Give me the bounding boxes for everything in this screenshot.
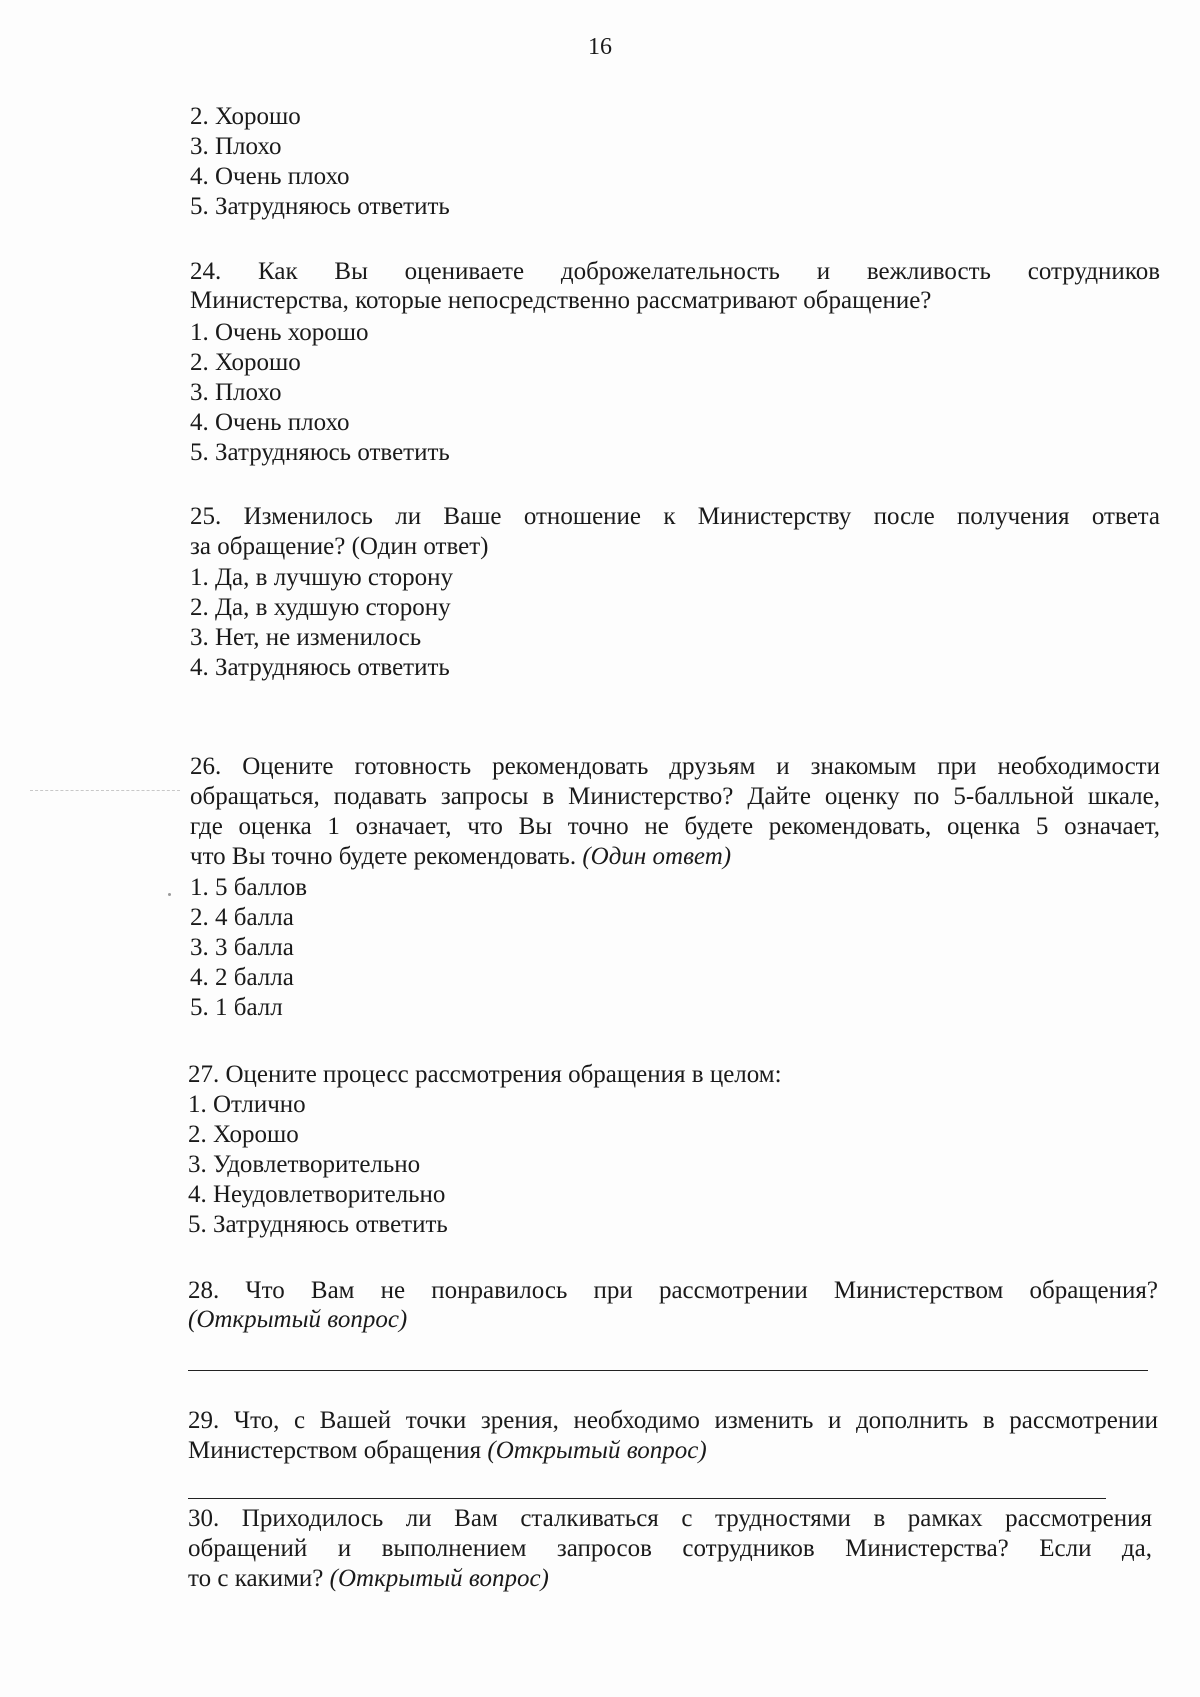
q24-option-2: 2. Хорошо — [190, 349, 301, 376]
q27-option-4: 4. Неудовлетворительно — [188, 1181, 446, 1208]
q26-question-line-4 — [190, 842, 731, 872]
q24-option-3: 3. Плохо — [190, 379, 282, 406]
q29-question-line-1: 29. Что, с Вашей точки зрения, необходимо изменить и дополнить в рассмотрении — [188, 1407, 1158, 1434]
q24-option-1: 1. Очень хорошо — [190, 319, 369, 346]
q30-question-line-1: 30. Приходилось ли Вам сталкиваться с трудностями в рамках рассмотрения — [188, 1505, 1152, 1532]
q24-option-5: 5. Затрудняюсь ответить — [190, 439, 450, 466]
q26-option-5: 5. 1 балл — [190, 994, 283, 1021]
q25-option-3: 3. Нет, не изменилось — [190, 624, 422, 651]
q30-question-line-3-text: то с какими? — [188, 1565, 324, 1592]
q25-question-line-2: за обращение? (Один ответ) — [190, 533, 489, 560]
q27-option-1: 1. Отлично — [188, 1091, 306, 1118]
q30-question-line-2: обращений и выполнением запросов сотрудников Министерства? Если да, — [188, 1535, 1152, 1562]
scan-artifact-line — [30, 790, 180, 791]
q25-option-2: 2. Да, в худшую сторону — [190, 594, 451, 621]
prev-option-3: 3. Плохо — [190, 133, 282, 160]
q28-answer-line — [188, 1370, 1148, 1371]
q26-question-line-4-text: что Вы точно будете рекомендовать. — [190, 843, 577, 870]
q25-question-line-1: 25. Изменилось ли Ваше отношение к Министерству после получения ответа — [190, 503, 1160, 530]
q27-question-line-1: 27. Оцените процесс рассмотрения обращения в целом: — [188, 1061, 782, 1088]
q29-question-line-2-text: Министерством обращения — [188, 1437, 482, 1464]
q25-option-4: 4. Затрудняюсь ответить — [190, 654, 450, 681]
q26-question-line-2: обращаться, подавать запросы в Министерство? Дайте оценку по 5-балльной шкале, — [190, 783, 1160, 810]
q24-option-4: 4. Очень плохо — [190, 409, 350, 436]
q27-option-2: 2. Хорошо — [188, 1121, 299, 1148]
q26-question-line-1: 26. Оцените готовность рекомендовать друзьям и знакомым при необходимости — [190, 753, 1160, 780]
q26-option-1: 1. 5 баллов — [190, 874, 308, 901]
q26-question-line-3: где оценка 1 означает, что Вы точно не будете рекомендовать, оценка 5 означает, — [190, 813, 1160, 840]
prev-option-2: 2. Хорошо — [190, 103, 301, 130]
q28-question-line-1: 28. Что Вам не понравилось при рассмотрении Министерством обращения? — [188, 1277, 1158, 1304]
q26-option-2: 2. 4 балла — [190, 904, 294, 931]
q29-answer-note: (Открытый вопрос) — [487, 1437, 707, 1464]
q27-option-3: 3. Удовлетворительно — [188, 1151, 421, 1178]
q28-answer-note: (Открытый вопрос) — [188, 1306, 408, 1333]
q26-answer-note: (Один ответ) — [582, 843, 732, 870]
prev-option-4: 4. Очень плохо — [190, 163, 350, 190]
q25-option-1: 1. Да, в лучшую сторону — [190, 564, 454, 591]
q27-option-5: 5. Затрудняюсь ответить — [188, 1211, 448, 1238]
q26-option-4: 4. 2 балла — [190, 964, 294, 991]
q24-question-line-1: 24. Как Вы оцениваете доброжелательность и вежливость сотрудников — [190, 258, 1160, 285]
q30-answer-note: (Открытый вопрос) — [329, 1565, 549, 1592]
q24-question-line-2: Министерства, которые непосредственно рассматривают обращение? — [190, 287, 932, 314]
q30-question-line-3 — [188, 1564, 549, 1594]
page-number: 16 — [588, 34, 612, 60]
q29-question-line-2 — [188, 1436, 707, 1466]
scan-artifact-dot — [168, 893, 171, 896]
q26-option-3: 3. 3 балла — [190, 934, 294, 961]
prev-option-5: 5. Затрудняюсь ответить — [190, 193, 450, 220]
q29-answer-line — [188, 1498, 1106, 1499]
